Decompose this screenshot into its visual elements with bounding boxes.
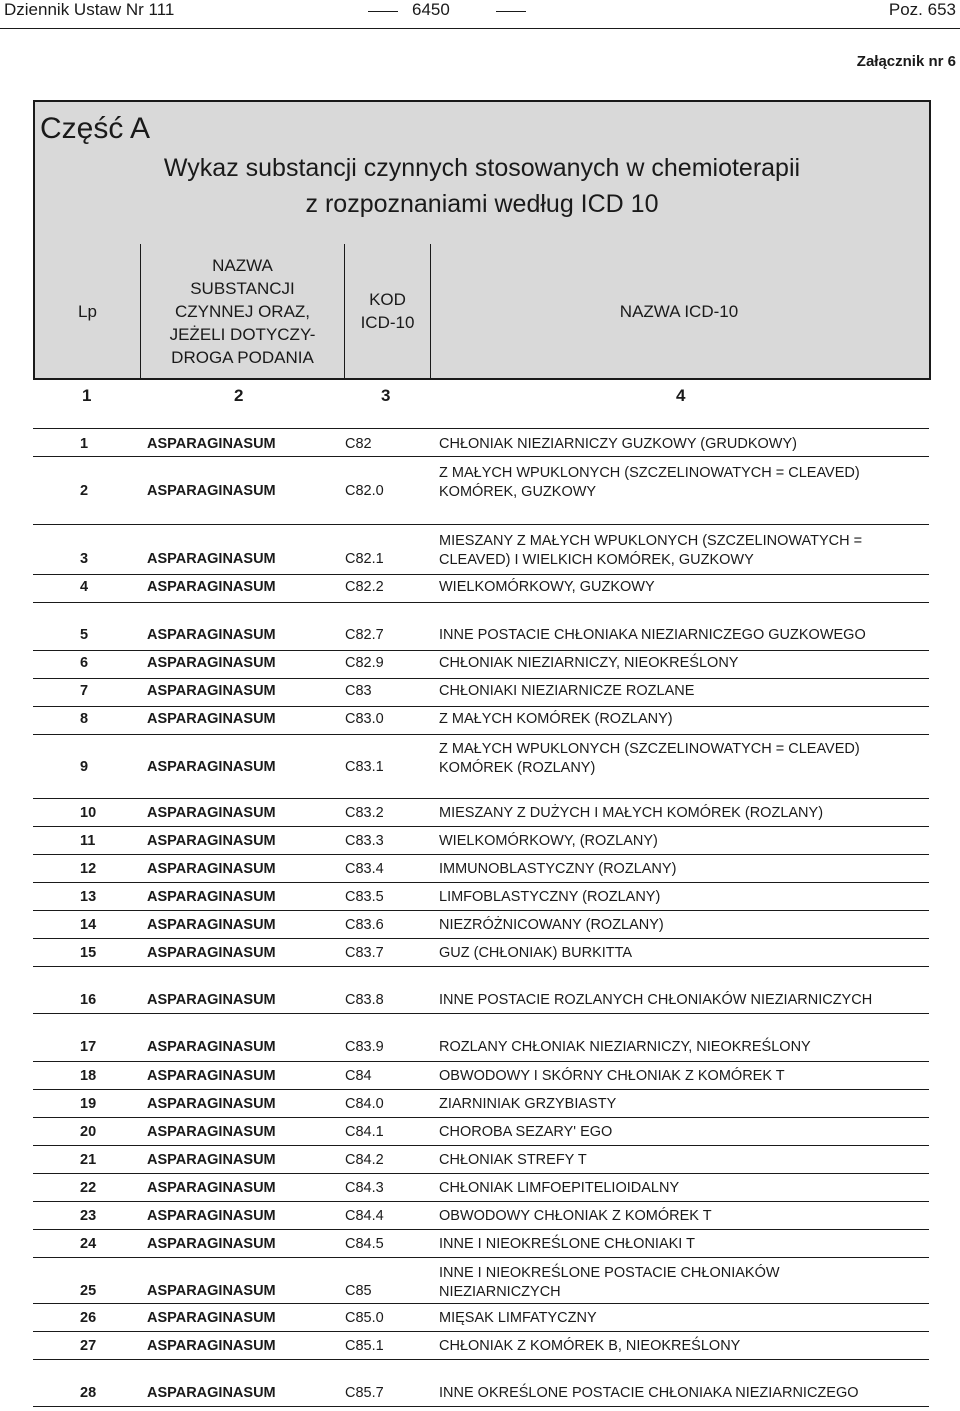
table-row [33, 1117, 929, 1146]
table-row [33, 1359, 929, 1407]
table-row [33, 650, 929, 679]
row-code: C84.3 [345, 1180, 384, 1196]
row-substance: ASPARAGINASUM [147, 805, 276, 821]
row-lp: 11 [80, 833, 96, 849]
row-lp: 7 [80, 683, 89, 699]
row-lp: 8 [80, 711, 89, 727]
table-row [33, 1173, 929, 1202]
row-substance: ASPARAGINASUM [147, 945, 276, 961]
row-lp: 23 [80, 1208, 97, 1224]
row-substance: ASPARAGINASUM [147, 1152, 276, 1168]
row-lp: 17 [80, 1039, 97, 1055]
title-box [33, 100, 931, 248]
table-row [33, 826, 929, 855]
col-number: 2 [234, 386, 244, 405]
row-substance: ASPARAGINASUM [147, 579, 276, 595]
row-name: OBWODOWY CHŁONIAK Z KOMÓREK T [439, 1208, 712, 1224]
row-name: CHOROBA SEZARY' EGO [439, 1124, 613, 1140]
row-code: C83.6 [345, 917, 384, 933]
row-substance: ASPARAGINASUM [147, 1385, 276, 1401]
page-number: 6450 [412, 0, 450, 19]
row-substance: ASPARAGINASUM [147, 1096, 276, 1112]
row-substance: ASPARAGINASUM [147, 1208, 276, 1224]
row-name: NIEZRÓŻNICOWANY (ROZLANY) [439, 917, 664, 933]
row-substance: ASPARAGINASUM [147, 1180, 276, 1196]
row-lp: 12 [80, 861, 97, 877]
table-row [33, 734, 929, 799]
table-row [33, 706, 929, 735]
row-name: OBWODOWY I SKÓRNY CHŁONIAK Z KOMÓREK T [439, 1068, 785, 1084]
row-substance: ASPARAGINASUM [147, 627, 276, 643]
dash-right [496, 11, 526, 12]
table-row [33, 882, 929, 911]
row-lp: 18 [80, 1068, 97, 1084]
table-row [33, 678, 929, 707]
table-row [33, 456, 929, 525]
table-row [33, 602, 929, 651]
table-row [33, 574, 929, 603]
row-lp: 19 [80, 1096, 97, 1112]
table-row [33, 938, 929, 967]
row-name: GUZ (CHŁONIAK) BURKITTA [439, 945, 633, 961]
row-name: CHŁONIAKI NIEZIARNICZE ROZLANE [439, 683, 695, 699]
table-row [33, 1145, 929, 1174]
table-row [33, 524, 929, 575]
row-code: C84.0 [345, 1096, 384, 1112]
table-row [33, 798, 929, 827]
row-name: INNE POSTACIE ROZLANYCH CHŁONIAKÓW NIEZIARNICZYCH [439, 992, 873, 1008]
row-name: INNE I NIEOKREŚLONE POSTACIE CHŁONIAKÓW NIEZIARNICZYCH [439, 1265, 780, 1300]
row-code: C82.9 [345, 655, 384, 671]
row-lp: 16 [80, 992, 97, 1008]
table-row [33, 1201, 929, 1230]
row-code: C85.0 [345, 1310, 384, 1326]
row-substance: ASPARAGINASUM [147, 483, 276, 499]
row-code: C83.9 [345, 1039, 384, 1055]
row-substance: ASPARAGINASUM [147, 759, 276, 775]
row-substance: ASPARAGINASUM [147, 917, 276, 933]
row-code: C85.1 [345, 1338, 384, 1354]
row-substance: ASPARAGINASUM [147, 711, 276, 727]
row-code: C84.5 [345, 1236, 384, 1252]
row-name: Z MAŁYCH WPUKLONYCH (SZCZELINOWATYCH = CLEAVED) KOMÓREK, GUZKOWY [439, 465, 860, 500]
row-lp: 3 [80, 551, 89, 567]
row-lp: 21 [80, 1152, 97, 1168]
row-lp: 24 [80, 1236, 97, 1252]
column-header [33, 244, 931, 380]
row-substance: ASPARAGINASUM [147, 833, 276, 849]
row-name: LIMFOBLASTYCZNY (ROZLANY) [439, 889, 661, 905]
row-lp: 28 [80, 1385, 97, 1401]
table-row [33, 854, 929, 883]
row-code: C83.1 [345, 759, 384, 775]
row-substance: ASPARAGINASUM [147, 683, 276, 699]
row-name: CHŁONIAK Z KOMÓREK B, NIEOKREŚLONY [439, 1338, 741, 1354]
table-row [33, 1089, 929, 1118]
table-row [33, 1061, 929, 1090]
table-row [33, 1013, 929, 1062]
journal-title: Dziennik Ustaw Nr 111 [4, 0, 175, 19]
row-name: ZIARNINIAK GRZYBIASTY [439, 1096, 617, 1112]
row-code: C83.7 [345, 945, 384, 961]
row-name: INNE I NIEOKREŚLONE CHŁONIAKI T [439, 1236, 695, 1252]
row-substance: ASPARAGINASUM [147, 1124, 276, 1140]
row-substance: ASPARAGINASUM [147, 861, 276, 877]
row-substance: ASPARAGINASUM [147, 655, 276, 671]
row-substance: ASPARAGINASUM [147, 1236, 276, 1252]
row-substance: ASPARAGINASUM [147, 992, 276, 1008]
row-lp: 4 [80, 579, 89, 595]
row-lp: 13 [80, 889, 97, 905]
row-code: C83.8 [345, 992, 384, 1008]
row-lp: 14 [80, 917, 97, 933]
row-lp: 5 [80, 627, 89, 643]
col-name: NAZWA ICD-10 [619, 301, 739, 321]
table-row [33, 1257, 929, 1304]
row-substance: ASPARAGINASUM [147, 1068, 276, 1084]
row-code: C83.0 [345, 711, 384, 727]
row-name: ROZLANY CHŁONIAK NIEZIARNICZY, NIEOKREŚLONY [439, 1039, 811, 1055]
row-name: CHŁONIAK STREFY T [439, 1152, 587, 1168]
table-row [33, 1331, 929, 1360]
row-code: C84.4 [345, 1208, 384, 1224]
row-name: Z MAŁYCH KOMÓREK (ROZLANY) [439, 711, 673, 727]
row-code: C83 [345, 683, 372, 699]
col-lp: Lp [78, 301, 97, 321]
row-substance: ASPARAGINASUM [147, 1338, 276, 1354]
row-lp: 15 [80, 945, 97, 961]
row-code: C83.4 [345, 861, 384, 877]
table-row [33, 428, 929, 457]
row-name: MIESZANY Z DUŻYCH I MAŁYCH KOMÓREK (ROZLANY) [439, 805, 824, 821]
row-code: C82.2 [345, 579, 384, 595]
row-name: WIELKOMÓRKOWY, GUZKOWY [439, 579, 655, 595]
row-code: C84.1 [345, 1124, 384, 1140]
row-code: C84.2 [345, 1152, 384, 1168]
row-code: C85.7 [345, 1385, 384, 1401]
row-name: CHŁONIAK LIMFOEPITELIOIDALNY [439, 1180, 680, 1196]
col-number: 3 [381, 386, 391, 405]
row-name: INNE POSTACIE CHŁONIAKA NIEZIARNICZEGO GUZKOWEGO [439, 627, 866, 643]
row-lp: 26 [80, 1310, 97, 1326]
document-title-line1: Wykaz substancji czynnych stosowanych w chemioterapii [163, 154, 801, 182]
row-name: WIELKOMÓRKOWY, (ROZLANY) [439, 833, 658, 849]
row-name: INNE OKREŚLONE POSTACIE CHŁONIAKA NIEZIARNICZEGO [439, 1385, 859, 1401]
row-code: C85 [345, 1283, 372, 1299]
col-number: 4 [676, 386, 686, 405]
row-code: C82 [345, 436, 372, 452]
row-substance: ASPARAGINASUM [147, 1039, 276, 1055]
row-name: Z MAŁYCH WPUKLONYCH (SZCZELINOWATYCH = CLEAVED) KOMÓREK (ROZLANY) [439, 741, 860, 776]
col-number: 1 [82, 386, 92, 405]
table-row [33, 1303, 929, 1332]
row-lp: 20 [80, 1124, 97, 1140]
row-name: IMMUNOBLASTYCZNY (ROZLANY) [439, 861, 677, 877]
row-code: C83.2 [345, 805, 384, 821]
row-substance: ASPARAGINASUM [147, 1310, 276, 1326]
col-substance: NAZWA SUBSTANCJI CZYNNEJ ORAZ, JEŻELI DOTYCZY- DROGA PODANIA [169, 255, 316, 367]
row-lp: 6 [80, 655, 89, 671]
row-substance: ASPARAGINASUM [147, 551, 276, 567]
row-lp: 22 [80, 1180, 97, 1196]
row-code: C83.5 [345, 889, 384, 905]
row-lp: 2 [80, 483, 89, 499]
table-row [33, 910, 929, 939]
row-name: MIESZANY Z MAŁYCH WPUKLONYCH (SZCZELINOWATYCH = CLEAVED) I WIELKICH KOMÓREK, GUZKOWY [439, 533, 863, 568]
table-row [33, 966, 929, 1014]
col-code: KOD ICD-10 [360, 290, 415, 332]
row-name: CHŁONIAK NIEZIARNICZY GUZKOWY (GRUDKOWY) [439, 436, 797, 452]
row-substance: ASPARAGINASUM [147, 1283, 276, 1299]
row-code: C84 [345, 1068, 372, 1084]
dash-left [368, 11, 398, 12]
row-lp: 27 [80, 1338, 97, 1354]
document-title-line2: z rozpoznaniami według ICD 10 [305, 190, 659, 218]
table-row [33, 1229, 929, 1258]
position-number: Poz. 653 [888, 0, 956, 19]
row-name: CHŁONIAK NIEZIARNICZY, NIEOKREŚLONY [439, 655, 739, 671]
row-lp: 1 [80, 436, 89, 452]
row-code: C82.0 [345, 483, 384, 499]
row-lp: 10 [80, 805, 97, 821]
row-name: MIĘSAK LIMFATYCZNY [439, 1310, 597, 1326]
row-code: C82.1 [345, 551, 384, 567]
part-title: Część A [40, 112, 151, 145]
row-code: C83.3 [345, 833, 384, 849]
header-rule [0, 28, 960, 29]
annex-label: Załącznik nr 6 [856, 53, 956, 70]
row-lp: 9 [80, 759, 89, 775]
row-substance: ASPARAGINASUM [147, 436, 276, 452]
row-lp: 25 [80, 1283, 97, 1299]
row-substance: ASPARAGINASUM [147, 889, 276, 905]
row-code: C82.7 [345, 627, 384, 643]
